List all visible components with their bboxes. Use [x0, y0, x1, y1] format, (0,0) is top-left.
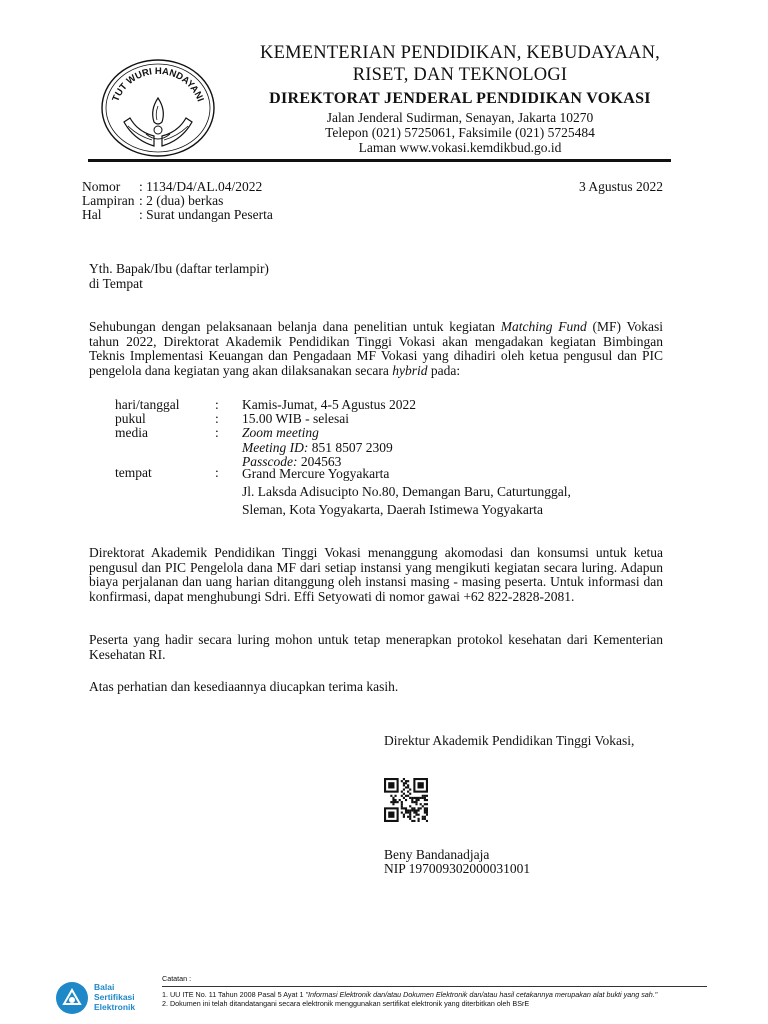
schedule-colon: :: [215, 397, 219, 412]
meeting-id-label: Meeting ID:: [242, 439, 309, 455]
ministry-line-2: RISET, DAN TEKNOLOGI: [352, 65, 568, 85]
signatory: [384, 848, 684, 876]
p1-text-b: (MF) Vokasi tahun 2022, Direktorat Akademik Pendidikan Tinggi Vokasi akan mengadakan kegiatan Bimbingan Teknis Implementasi Keuangan dan Pengadaan MF Vokasi yang dihadiri oleh ketua pengusul dan PIC pengelola dana kegiatan yang akan dilaksanakan secara: [89, 319, 664, 378]
p1-italic-hybrid: hybrid: [392, 362, 428, 378]
notes-heading: Catatan :: [162, 974, 192, 983]
directorate-name: DIREKTORAT JENDERAL PENDIDIKAN VOKASI: [269, 90, 651, 107]
schedule-label-media: media: [115, 425, 148, 440]
letterhead-divider: [88, 159, 671, 162]
media-platform: Zoom meeting: [242, 425, 319, 440]
media-meeting-id: [242, 441, 675, 456]
p1-text-c: pada:: [427, 362, 461, 378]
bsre-line-3: Elektronik: [94, 1002, 136, 1012]
hal-label: Hal: [82, 207, 102, 222]
website-line: Laman www.vokasi.kemdikbud.go.id: [358, 140, 562, 155]
event-schedule: [115, 398, 675, 519]
body-paragraph-1: [89, 320, 663, 378]
tut-wuri-handayani-logo: [94, 52, 222, 158]
lampiran-value: : 2 (dua) berkas: [139, 193, 224, 208]
signatory-name: Beny Bandanadjaja: [384, 847, 490, 862]
notes-divider: [162, 986, 707, 987]
nomor-value: : 1134/D4/AL.04/2022: [139, 179, 263, 194]
note-1: [162, 990, 707, 1000]
bsre-logo: [54, 980, 152, 1016]
meeting-id-value: 851 8507 2309: [308, 439, 393, 455]
addressee-line-1: Yth. Bapak/Ibu (daftar terlampir): [89, 261, 269, 276]
signatory-nip: NIP 197009302000031001: [384, 861, 531, 876]
signature-qr-code: [384, 778, 428, 822]
addressee-line-2: di Tempat: [89, 275, 143, 291]
schedule-label-date: hari/tanggal: [115, 397, 180, 412]
bsre-line-2: Sertifikasi: [94, 992, 135, 1002]
body-paragraph-3: Peserta yang hadir secara luring mohon untuk tetap menerapkan protokol kesehatan dari Kementerian Kesehatan RI.: [89, 632, 663, 662]
phone-line: Telepon (021) 5725061, Faksimile (021) 5725484: [325, 125, 595, 140]
schedule-value-place: [242, 465, 675, 519]
schedule-value-media: [242, 425, 675, 469]
place-venue: Grand Mercure Yogyakarta: [242, 466, 390, 481]
bsre-wordmark: [94, 982, 135, 1012]
hal-value: : Surat undangan Peserta: [139, 207, 273, 222]
schedule-row-place: [115, 466, 675, 519]
schedule-row-media: [115, 425, 675, 469]
schedule-colon: :: [215, 425, 219, 440]
place-address-1: Jl. Laksda Adisucipto No.80, Demangan Baru, Caturtunggal,: [242, 484, 571, 499]
meta-lampiran-row: [82, 194, 382, 208]
footer-notes: [162, 974, 707, 1009]
p1-italic-matching-fund: Matching Fund: [500, 319, 587, 334]
note-2: 2. Dokumen ini telah ditandatangani secara elektronik menggunakan sertifikat elektronik yang diterbitkan oleh BSrE: [162, 999, 530, 1008]
note-1-text: 1. UU ITE No. 11 Tahun 2008 Pasal 5 Ayat 1: [162, 989, 306, 999]
passcode-label: Passcode:: [242, 454, 298, 469]
meta-nomor-row: [82, 180, 382, 194]
lampiran-label: Lampiran: [82, 193, 135, 208]
schedule-row-date: [115, 398, 675, 412]
logo-motto-text: TUT WURI HANDAYANI: [110, 65, 206, 104]
letter-meta: [82, 180, 382, 222]
signature-title: Direktur Akademik Pendidikan Tinggi Vokasi,: [384, 733, 635, 748]
addressee: [89, 262, 389, 291]
p1-text-a: Sehubungan dengan pelaksanaan belanja dana penelitian untuk kegiatan: [89, 319, 501, 334]
schedule-value-date: Kamis-Jumat, 4-5 Agustus 2022: [242, 397, 416, 412]
meta-hal-row: [82, 208, 382, 222]
note-1-quote: "Informasi Elektronik dan/atau Dokumen Elektronik dan/atau hasil cetakannya merupakan alat bukti yang sah.": [305, 989, 658, 999]
schedule-label-place: tempat: [115, 465, 152, 480]
nomor-label: Nomor: [82, 179, 121, 194]
body-paragraph-2: Direktorat Akademik Pendidikan Tinggi Vokasi menanggung akomodasi dan konsumsi untuk ketua pengusul dan PIC Pengelola dana MF dari setiap instansi yang mengikuti kegiatan secara luring. Adapun biaya perjalanan dan uang harian ditanggung oleh instansi masing - masing peserta. Untuk informasi dan konfirmasi, dapat menghubungi Sdri. Effi Setyowati di nomor gawai +62 822-2828-2081.: [89, 545, 663, 604]
letter-date: 3 Agustus 2022: [578, 179, 663, 194]
ministry-line-1: KEMENTERIAN PENDIDIKAN, KEBUDAYAAN,: [260, 43, 660, 63]
letterhead-contact: [235, 110, 685, 155]
schedule-colon: :: [215, 411, 219, 426]
schedule-row-time: [115, 412, 675, 426]
ministry-name: [235, 42, 685, 86]
place-address-2: Sleman, Kota Yogyakarta, Daerah Istimewa Yogyakarta: [242, 502, 544, 517]
body-paragraph-4: Atas perhatian dan kesediaannya diucapkan terima kasih.: [89, 679, 399, 694]
schedule-value-time: 15.00 WIB - selesai: [242, 411, 349, 426]
passcode-value: 204563: [297, 454, 342, 469]
address-line: Jalan Jenderal Sudirman, Senayan, Jakarta 10270: [326, 110, 594, 125]
schedule-colon: :: [215, 465, 219, 480]
schedule-label-time: pukul: [115, 411, 146, 426]
bsre-line-1: Balai: [94, 982, 115, 992]
